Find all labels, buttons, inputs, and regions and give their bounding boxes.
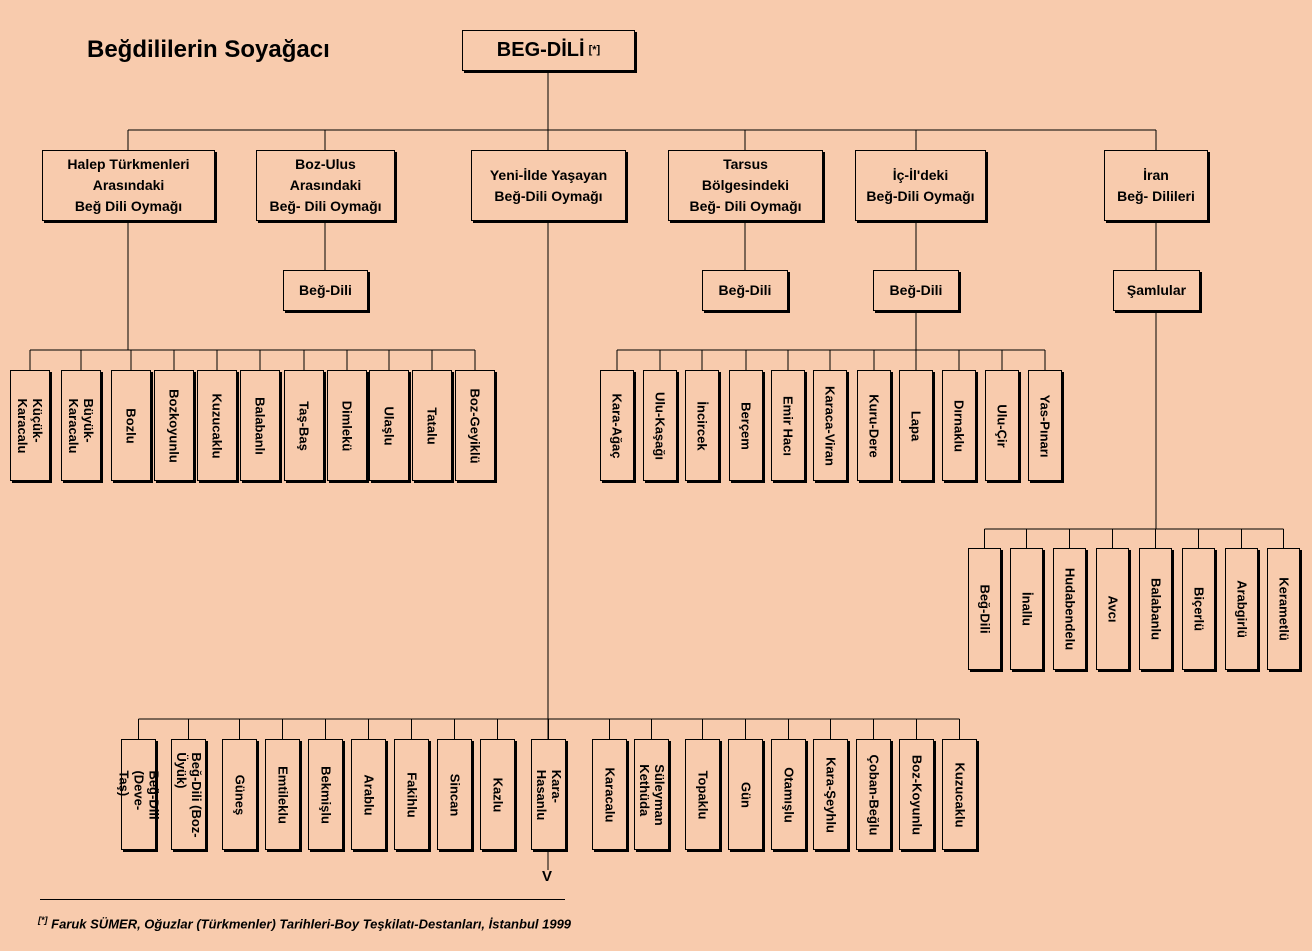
leaf-label: Beğ-Dili (Boz- Üyük) <box>173 751 204 838</box>
leaf-label: Tatalu <box>424 406 440 445</box>
leaf-label: Boz-Koyunlu <box>909 754 924 835</box>
leaf-label: Balabanlu <box>1148 577 1163 641</box>
leaf-halep <box>240 370 280 481</box>
leaf-halep <box>455 370 495 481</box>
leaf-label: Büyük- Karacalu <box>66 398 96 453</box>
leaf-label: Beğ-Dili <box>977 584 992 634</box>
leaf-label: Gün <box>738 781 753 808</box>
leaf-halep <box>10 370 50 481</box>
leaf-yeniil <box>856 739 891 850</box>
page-title: Beğdililerin Soyağacı <box>87 36 330 63</box>
leaf-yeniil <box>351 739 386 850</box>
leaf-label: Emir Hacı <box>780 395 796 456</box>
leaf-yeniil <box>813 739 848 850</box>
leaf-iran <box>1225 548 1258 670</box>
leaf-label: Kuzucaklu <box>209 392 225 459</box>
leaf-yeniil <box>899 739 934 850</box>
leaf-icil <box>899 370 933 481</box>
leaf-halep <box>369 370 409 481</box>
group-boz-ulus: Boz-Ulus Arasındaki Beğ- Dili Oymağı <box>256 150 395 221</box>
leaf-yeniil <box>171 739 206 850</box>
leaf-label: Topaklu <box>695 770 710 819</box>
leaf-label: Süleyman Kethüda <box>636 763 667 826</box>
leaf-yeniil <box>265 739 300 850</box>
leaf-iran <box>1267 548 1300 670</box>
leaf-label: Berçem <box>738 401 754 450</box>
leaf-label: Bekmişlu <box>318 765 333 824</box>
leaf-yeniil <box>531 739 566 850</box>
leaf-icil <box>857 370 891 481</box>
leaf-halep <box>154 370 194 481</box>
leaf-label: Kerametlü <box>1276 577 1291 641</box>
leaf-label: Taş-Baş <box>296 400 312 451</box>
leaf-halep <box>284 370 324 481</box>
leaf-yeniil <box>437 739 472 850</box>
leaf-label: Balabanlı <box>252 396 268 455</box>
leaf-label: Kazlu <box>490 777 505 812</box>
root-node <box>462 30 635 71</box>
leaf-label: Kuzucaklu <box>952 761 967 828</box>
leaf-icil <box>685 370 719 481</box>
leaf-icil <box>600 370 634 481</box>
leaf-icil <box>942 370 976 481</box>
leaf-label: Arablu <box>361 773 376 816</box>
leaf-label: Ulaşlu <box>381 405 397 446</box>
leaf-label: Karacalu <box>602 767 617 822</box>
leaf-label: Ulu-Kaşağı <box>652 391 668 460</box>
leaf-yeniil <box>394 739 429 850</box>
leaf-label: Güneş <box>232 774 247 815</box>
leaf-yeniil <box>685 739 720 850</box>
leaf-label: Bozkoyunlu <box>166 388 182 463</box>
leaf-label: Sincan <box>447 773 462 816</box>
leaf-label: Kara-Ağaç <box>609 392 625 459</box>
leaf-yeniil <box>634 739 669 850</box>
footnote-text: Faruk SÜMER, Oğuzlar (Türkmenler) Tarihleri-Boy Teşkilatı-Destanları, İstanbul 1999 <box>51 916 572 932</box>
leaf-halep <box>412 370 452 481</box>
leaf-label: Arabgirlü <box>1234 580 1249 638</box>
footnote <box>38 915 571 931</box>
group-yeni-il: Yeni-İlde Yaşayan Beğ-Dili Oymağı <box>471 150 626 221</box>
leaf-label: Kuru-Dere <box>866 393 882 458</box>
leaf-icil <box>771 370 805 481</box>
leaf-yeniil <box>728 739 763 850</box>
leaf-label: Çoban-Beğlu <box>866 754 881 835</box>
group-tarsus: Tarsus Bölgesindeki Beğ- Dili Oymağı <box>668 150 823 221</box>
root-note-marker: [*] <box>588 44 601 56</box>
leaf-label: Yas-Pınarı <box>1037 394 1053 457</box>
leaf-yeniil <box>942 739 977 850</box>
leaf-icil <box>813 370 847 481</box>
footnote-divider <box>40 899 565 900</box>
leaf-label: Küçük- Karacalu <box>15 398 45 453</box>
leaf-label: Otamışlu <box>781 766 796 823</box>
leaf-iran <box>1182 548 1215 670</box>
leaf-halep <box>327 370 367 481</box>
leaf-label: Avcı <box>1105 595 1120 623</box>
leaf-label: Dırnaklu <box>951 399 967 452</box>
leaf-label: Hudabendelu <box>1062 567 1077 651</box>
leaf-label: Beğ-Dili (Deve- Taş) <box>116 769 161 820</box>
leaf-label: İnallu <box>1019 592 1034 626</box>
leaf-halep <box>197 370 237 481</box>
footnote-marker: [*] <box>38 915 48 925</box>
leaf-icil <box>985 370 1019 481</box>
leaf-icil <box>643 370 677 481</box>
leaf-iran <box>1096 548 1129 670</box>
leaf-yeniil <box>480 739 515 850</box>
leaf-icil <box>1028 370 1062 481</box>
leaf-yeniil <box>308 739 343 850</box>
leaf-halep <box>61 370 101 481</box>
leaf-iran <box>1053 548 1086 670</box>
leaf-iran <box>968 548 1001 670</box>
leaf-label: Ulu-Çir <box>994 403 1010 448</box>
leaf-label: Bozlu <box>123 407 139 444</box>
leaf-yeniil <box>116 739 161 850</box>
group-iran: İran Beğ- Dilileri <box>1104 150 1208 221</box>
leaf-yeniil <box>592 739 627 850</box>
leaf-label: Kara-Şeyhlu <box>823 756 838 833</box>
subgroup-boz-ulus: Beğ-Dili <box>283 270 368 311</box>
leaf-halep <box>111 370 151 481</box>
leaf-yeniil <box>222 739 257 850</box>
subgroup-iran: Şamlular <box>1113 270 1200 311</box>
group-ic-il: İç-İl'deki Beğ-Dili Oymağı <box>855 150 986 221</box>
leaf-yeniil <box>771 739 806 850</box>
leaf-label: İncircek <box>694 400 710 451</box>
leaf-label: Kara- Hasanlu <box>533 769 564 820</box>
leaf-label: Fakihlu <box>404 771 419 818</box>
leaf-label: Boz-Geyiklü <box>467 387 483 464</box>
subgroup-tarsus: Beğ-Dili <box>702 270 788 311</box>
leaf-label: Karaca-Viran <box>822 385 838 466</box>
continuation-mark: V <box>542 868 553 885</box>
leaf-label: Lapa <box>908 410 924 441</box>
leaf-label: Dimlekü <box>339 400 355 451</box>
group-halep: Halep Türkmenleri Arasındaki Beğ Dili Oymağı <box>42 150 215 221</box>
leaf-icil <box>729 370 763 481</box>
leaf-label: Biçerlü <box>1191 586 1206 632</box>
subgroup-ic-il: Beğ-Dili <box>873 270 959 311</box>
leaf-iran <box>1010 548 1043 670</box>
leaf-label: Emtileklu <box>275 765 290 824</box>
leaf-iran <box>1139 548 1172 670</box>
root-label: BEG-DİLİ <box>496 39 585 61</box>
